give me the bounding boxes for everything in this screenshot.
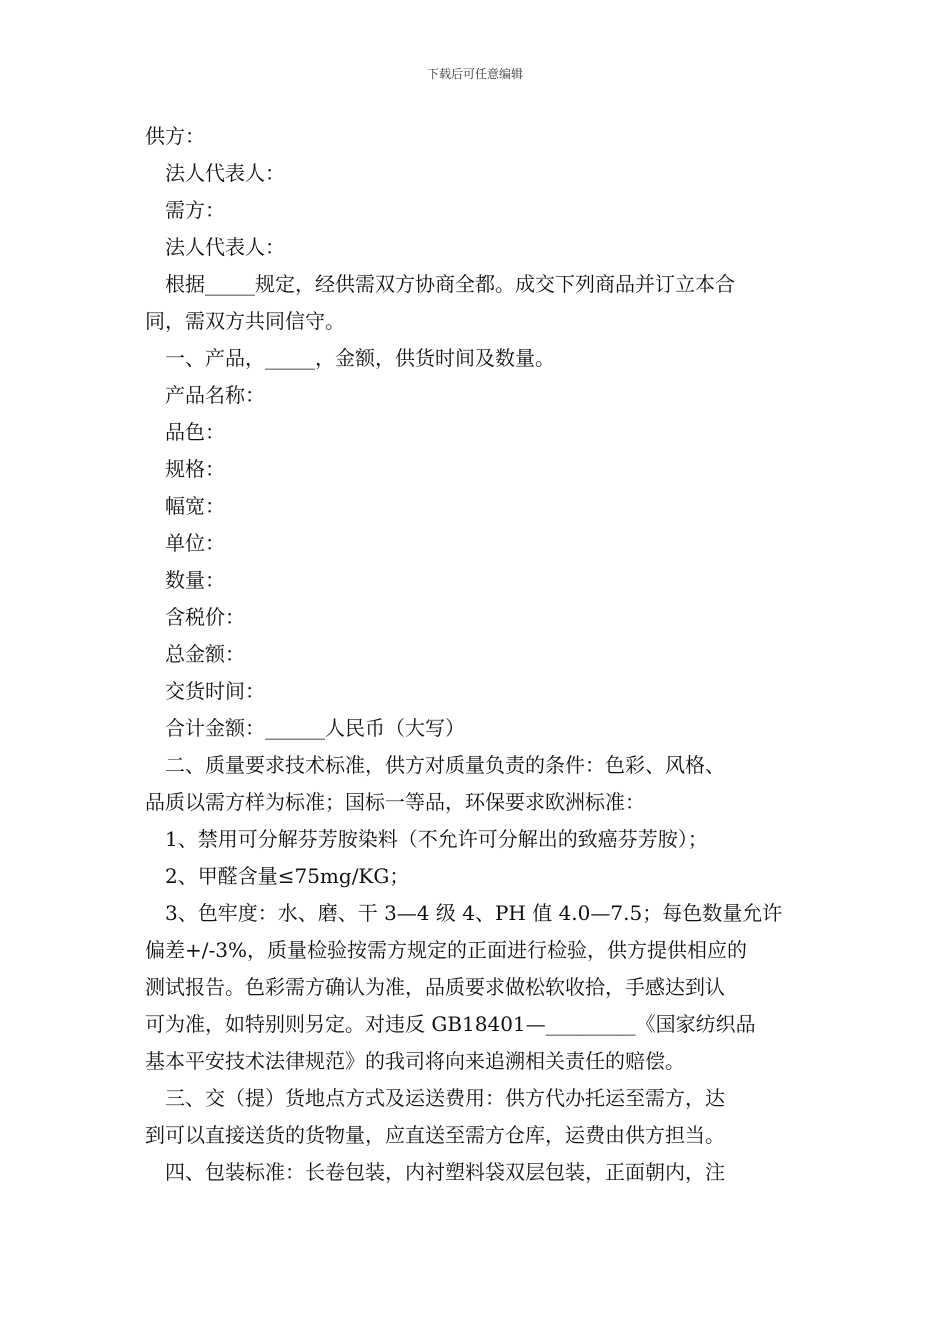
- para-line-23: 偏差+/-3%，质量检验按需方规定的正面进行检验，供方提供相应的: [145, 938, 747, 962]
- para-line-16: 交货时间：: [165, 679, 265, 703]
- para-line-17: 合计金额：______人民币（大写）: [165, 716, 465, 740]
- para-line-21: 2、甲醛含量≤75mg/KG；: [165, 864, 410, 888]
- para-line-14: 含税价：: [165, 605, 245, 629]
- para-line-6: 同，需双方共同信守。: [145, 309, 345, 333]
- para-line-8: 产品名称：: [165, 383, 265, 407]
- para-line-1: 供方：: [145, 124, 205, 148]
- para-line-29: 四、包装标准：长卷包装，内衬塑料袋双层包装，正面朝内，注: [165, 1160, 725, 1184]
- para-line-26: 基本平安技术法律规范》的我司将向来追溯相关责任的赔偿。: [145, 1049, 685, 1073]
- para-line-5: 根据_____规定，经供需双方协商全都。成交下列商品并订立本合: [165, 272, 735, 296]
- para-line-7: 一、产品，_____，金额，供货时间及数量。: [165, 346, 555, 370]
- contract-body: [145, 118, 810, 1191]
- para-line-25: 可为准，如特别则另定。对违反 GB18401—_________《国家纺织品: [145, 1012, 756, 1036]
- page-header: [0, 66, 950, 82]
- para-line-13: 数量：: [165, 568, 225, 592]
- para-line-24: 测试报告。色彩需方确认为准，品质要求做松软收拾，手感达到认: [145, 975, 725, 999]
- para-line-19: 品质以需方样为标准；国标一等品，环保要求欧洲标准：: [145, 790, 645, 814]
- para-line-27: 三、交（提）货地点方式及运送费用：供方代办托运至需方，达: [165, 1086, 725, 1110]
- para-line-15: 总金额：: [165, 642, 245, 666]
- para-line-20: 1、禁用可分解芬芳胺染料（不允许可分解出的致癌芬芳胺）；: [165, 827, 708, 851]
- para-line-12: 单位：: [165, 531, 225, 555]
- para-line-3: 需方：: [165, 198, 225, 222]
- para-line-4: 法人代表人：: [165, 235, 285, 259]
- para-line-9: 品色：: [165, 420, 225, 444]
- para-line-18: 二、质量要求技术标准，供方对质量负责的条件：色彩、风格、: [165, 753, 725, 777]
- para-line-11: 幅宽：: [165, 494, 225, 518]
- para-line-10: 规格：: [165, 457, 225, 481]
- para-line-2: 法人代表人：: [165, 161, 285, 185]
- para-line-22: 3、色牢度：水、磨、干 3—4 级 4、PH 值 4.0—7.5；每色数量允许: [165, 901, 783, 925]
- header-text: 下载后可任意编辑: [426, 67, 523, 81]
- para-line-28: 到可以直接送货的货物量，应直送至需方仓库，运费由供方担当。: [145, 1123, 725, 1147]
